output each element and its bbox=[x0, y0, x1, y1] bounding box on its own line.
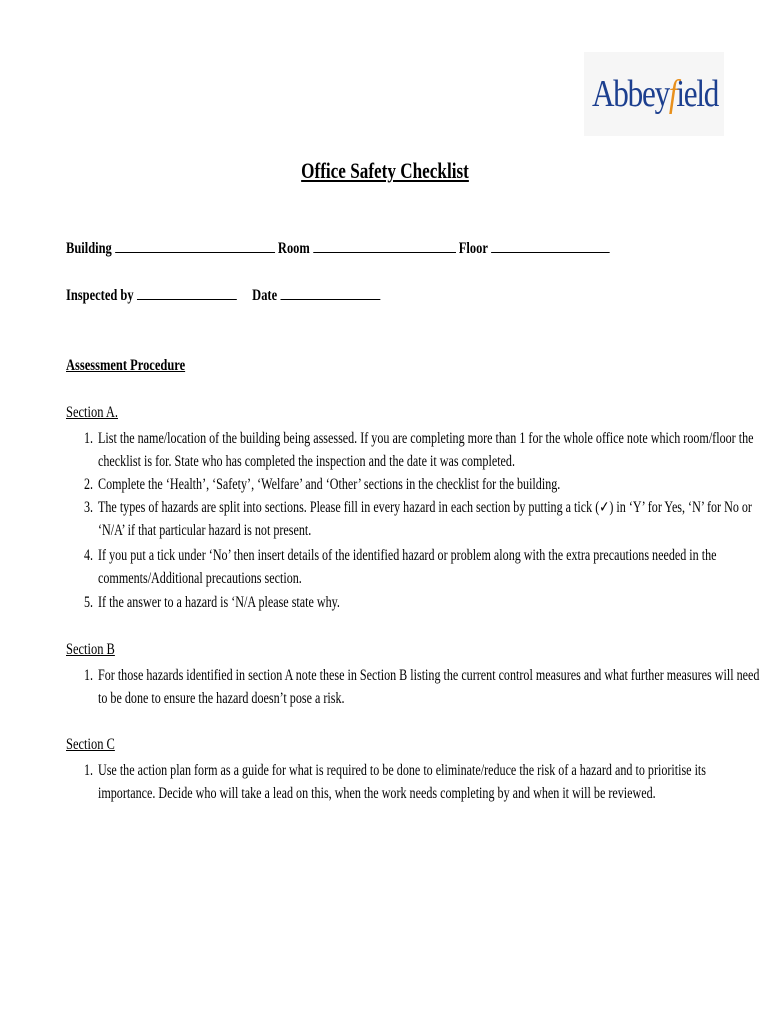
list-item bbox=[84, 544, 93, 567]
logo-wordmark: Abbeyfield bbox=[592, 73, 719, 115]
list-item bbox=[84, 591, 93, 614]
floor-field[interactable] bbox=[491, 238, 610, 253]
list-item-text: If you put a tick under ‘No’ then insert details of the identified hazard or problem along with the extra precautions needed in the comments/Additional precautions section. bbox=[98, 547, 717, 587]
list-item-text: The types of hazards are split into sections. Please fill in every hazard in each section by putting a tick (✓) in ‘Y’ for Yes, ‘N’ for No or ‘N/A’ if that particular hazard is not present. bbox=[98, 499, 752, 539]
item-number: 1. bbox=[84, 667, 94, 684]
assessment-procedure-heading: Assessment Procedure bbox=[66, 357, 186, 374]
item-number: 5. bbox=[84, 594, 94, 611]
list-item-text: For those hazards identified in section A note these in Section B listing the current control measures and what further measures will need to be done to ensure the hazard doesn’t pose a risk. bbox=[98, 667, 760, 707]
list-item-text: Use the action plan form as a guide for what is required to be done to eliminate/reduce the risk of a hazard and to prioritise its importance. Decide who will take a lead on this, when the work needs completing by and when it will be reviewed. bbox=[98, 762, 706, 802]
inspected-by-field[interactable] bbox=[137, 285, 237, 300]
list-item bbox=[84, 759, 93, 782]
inspected-by-label: Inspected by bbox=[66, 287, 134, 304]
list-item-text: If the answer to a hazard is ‘N/A please state why. bbox=[98, 594, 340, 611]
list-item-text: Complete the ‘Health’, ‘Safety’, ‘Welfare’ and ‘Other’ sections in the checklist for the building. bbox=[98, 476, 561, 493]
page-title: Office Safety Checklist bbox=[301, 158, 469, 183]
inspection-fields bbox=[66, 285, 380, 305]
list-item bbox=[84, 473, 93, 496]
date-field[interactable] bbox=[280, 285, 380, 300]
abbeyfield-logo bbox=[584, 52, 724, 136]
section-c-heading: Section C bbox=[66, 736, 115, 753]
item-number: 1. bbox=[84, 762, 94, 779]
building-label: Building bbox=[66, 240, 112, 257]
list-item bbox=[84, 496, 93, 519]
section-a-heading: Section A. bbox=[66, 404, 119, 421]
item-number: 4. bbox=[84, 547, 94, 564]
section-b-heading: Section B bbox=[66, 641, 115, 658]
item-number: 3. bbox=[84, 499, 94, 516]
location-fields bbox=[66, 238, 609, 258]
date-label: Date bbox=[252, 287, 278, 304]
floor-label: Floor bbox=[458, 240, 488, 257]
list-item-text: List the name/location of the building being assessed. If you are completing more than 1 for the whole office note which room/floor the checklist is for. State who has completed the inspection and the date it was completed. bbox=[98, 430, 754, 470]
building-field[interactable] bbox=[115, 238, 275, 253]
item-number: 1. bbox=[84, 430, 94, 447]
list-item bbox=[84, 664, 93, 687]
room-field[interactable] bbox=[313, 238, 456, 253]
room-label: Room bbox=[277, 240, 310, 257]
list-item bbox=[84, 427, 93, 450]
item-number: 2. bbox=[84, 476, 94, 493]
